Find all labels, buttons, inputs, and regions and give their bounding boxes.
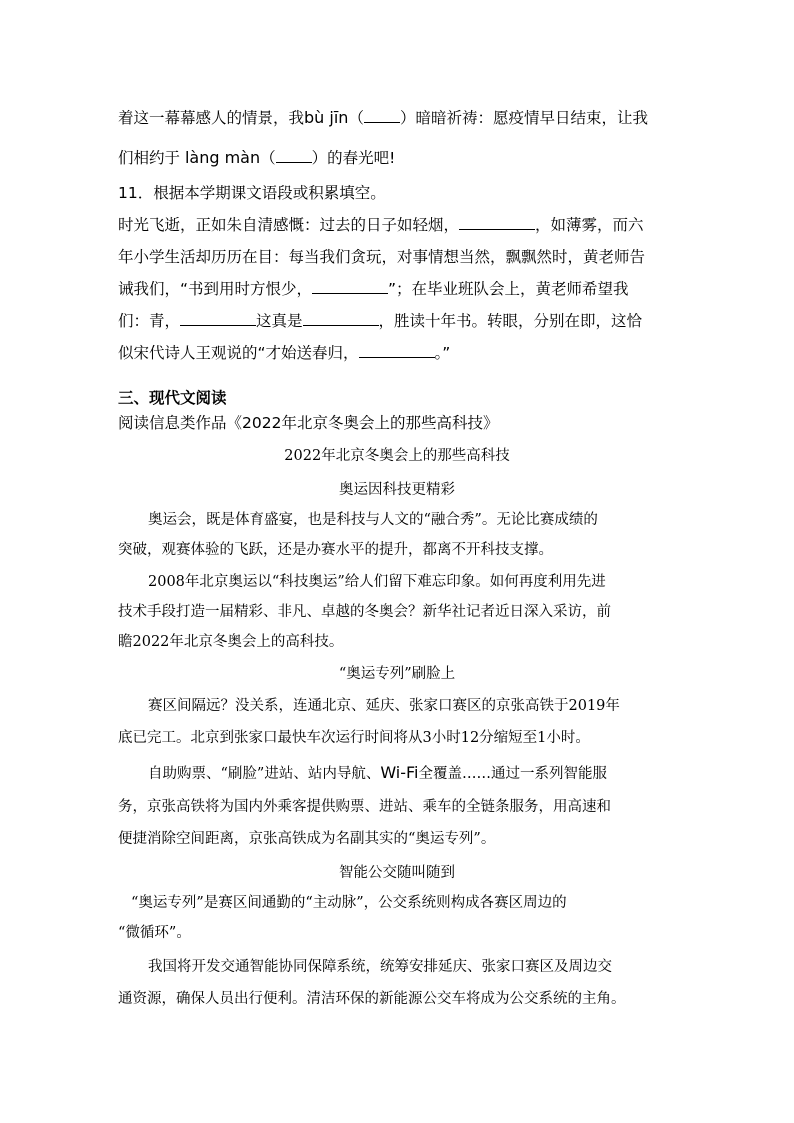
pinyin-bujin: bù jīn xyxy=(304,108,349,127)
article-paragraph-6-cont: 通资源，确保人员出行便利。清洁环保的新能源公交车将成为公交系统的主角。 xyxy=(118,991,626,1007)
article-paragraph-2: 2008年北京奥运以“科技奥运”给人们留下难忘印象。如何再度利用先进 xyxy=(148,574,606,590)
article-paragraph-1: 奥运会，既是体育盛宴，也是科技与人文的“融合秀”。无论比赛成绩的 xyxy=(148,512,598,528)
q11-line-5 xyxy=(118,343,450,363)
q11-blank-1[interactable] xyxy=(459,215,535,230)
q11-text: 时光飞逝，正如朱自清感慨：过去的日子如轻烟， xyxy=(118,216,460,234)
article-text: 自助购票、“刷脸”进站、站内导航、 xyxy=(148,766,381,782)
article-paragraph-3: 赛区间隔远？没关系，连通北京、延庆、张家口赛区的京张高铁于2019年 xyxy=(148,698,620,714)
q11-blank-5[interactable] xyxy=(359,343,435,358)
article-paragraph-4-cont: 务，京张高铁将为国内外乘客提供购票、进站、乘车的全链条服务，用高速和 xyxy=(118,799,611,815)
q11-blank-3[interactable] xyxy=(180,311,256,326)
question-11-title: 11．根据本学期课文语段或积累填空。 xyxy=(118,184,386,202)
article-paragraph-1-cont: 突破，观赛体验的飞跃，还是办赛水平的提升，都离不开科技支撑。 xyxy=(118,542,553,558)
q11-line-3 xyxy=(118,279,629,299)
paren-open: （ xyxy=(260,149,276,167)
blank-bujin[interactable] xyxy=(364,108,400,123)
q11-blank-4[interactable] xyxy=(303,311,379,326)
article-subtitle-1: 奥运因科技更精彩 xyxy=(339,482,455,498)
fill-line-2 xyxy=(118,148,395,168)
fill-text: ）暗暗祈祷：愿疫情早日结束，让我 xyxy=(399,109,648,127)
pinyin-langman: làng màn xyxy=(184,148,261,167)
paren-open: （ xyxy=(348,109,364,127)
fill-text: 们相约于 xyxy=(118,149,181,167)
q11-text: 似宋代诗人王观说的“才始送春归， xyxy=(118,344,359,362)
wifi-text: Wi-Fi xyxy=(380,763,419,782)
article-paragraph-6: 我国将开发交通智能协同保障系统，统筹安排延庆、张家口赛区及周边交 xyxy=(148,959,612,975)
article-subtitle-2: “奥运专列”刷脸上 xyxy=(338,666,456,682)
q11-blank-2[interactable] xyxy=(312,279,388,294)
section-intro: 阅读信息类作品《2022年北京冬奥会上的那些高科技》 xyxy=(118,414,499,432)
article-paragraph-5-cont: “微循环”。 xyxy=(118,925,191,941)
q11-text: 。” xyxy=(434,344,451,362)
article-paragraph-3-cont: 底已完工。北京到张家口最快车次运行时间将从3小时12分缩短至1小时。 xyxy=(118,730,590,746)
blank-langman[interactable] xyxy=(276,148,312,163)
article-paragraph-4-cont: 便捷消除空间距离，京张高铁成为名副其实的“奥运专列”。 xyxy=(118,831,496,847)
article-paragraph-2-cont: 瞻2022年北京冬奥会上的高科技。 xyxy=(118,634,344,650)
q11-line-2: 年小学生活却历历在目：每当我们贪玩，对事情想当然，飘飘然时，黄老师告 xyxy=(118,248,646,266)
article-paragraph-4 xyxy=(148,763,607,784)
article-paragraph-5: “奥运专列”是赛区间通勤的“主动脉”，公交系统则构成各赛区周边的 xyxy=(131,895,567,911)
fill-text: 着这一幕幕感人的情景，我 xyxy=(118,109,305,127)
q11-text: 这真是 xyxy=(256,312,303,330)
section-heading: 三、现代文阅读 xyxy=(118,389,227,407)
article-text: 全覆盖……通过一系列智能服 xyxy=(418,766,607,782)
q11-text: ”；在毕业班队会上，黄老师希望我 xyxy=(388,280,629,298)
q11-text: 们：青， xyxy=(118,312,181,330)
q11-text: 诫我们，“书到用时方恨少， xyxy=(118,280,313,298)
q11-text: ，胜读十年书。转眼，分别在即，这恰 xyxy=(378,312,643,330)
fill-text: ）的春光吧! xyxy=(311,149,396,167)
q11-line-1 xyxy=(118,215,644,235)
fill-line-1 xyxy=(118,108,648,128)
article-paragraph-2-cont: 技术手段打造一届精彩、非凡、卓越的冬奥会？新华社记者近日深入采访，前 xyxy=(118,604,611,620)
article-subtitle-3: 智能公交随叫随到 xyxy=(339,865,455,881)
q11-line-4 xyxy=(118,311,642,331)
q11-text: ，如薄雾，而六 xyxy=(535,216,644,234)
article-title: 2022年北京冬奥会上的那些高科技 xyxy=(284,448,510,464)
